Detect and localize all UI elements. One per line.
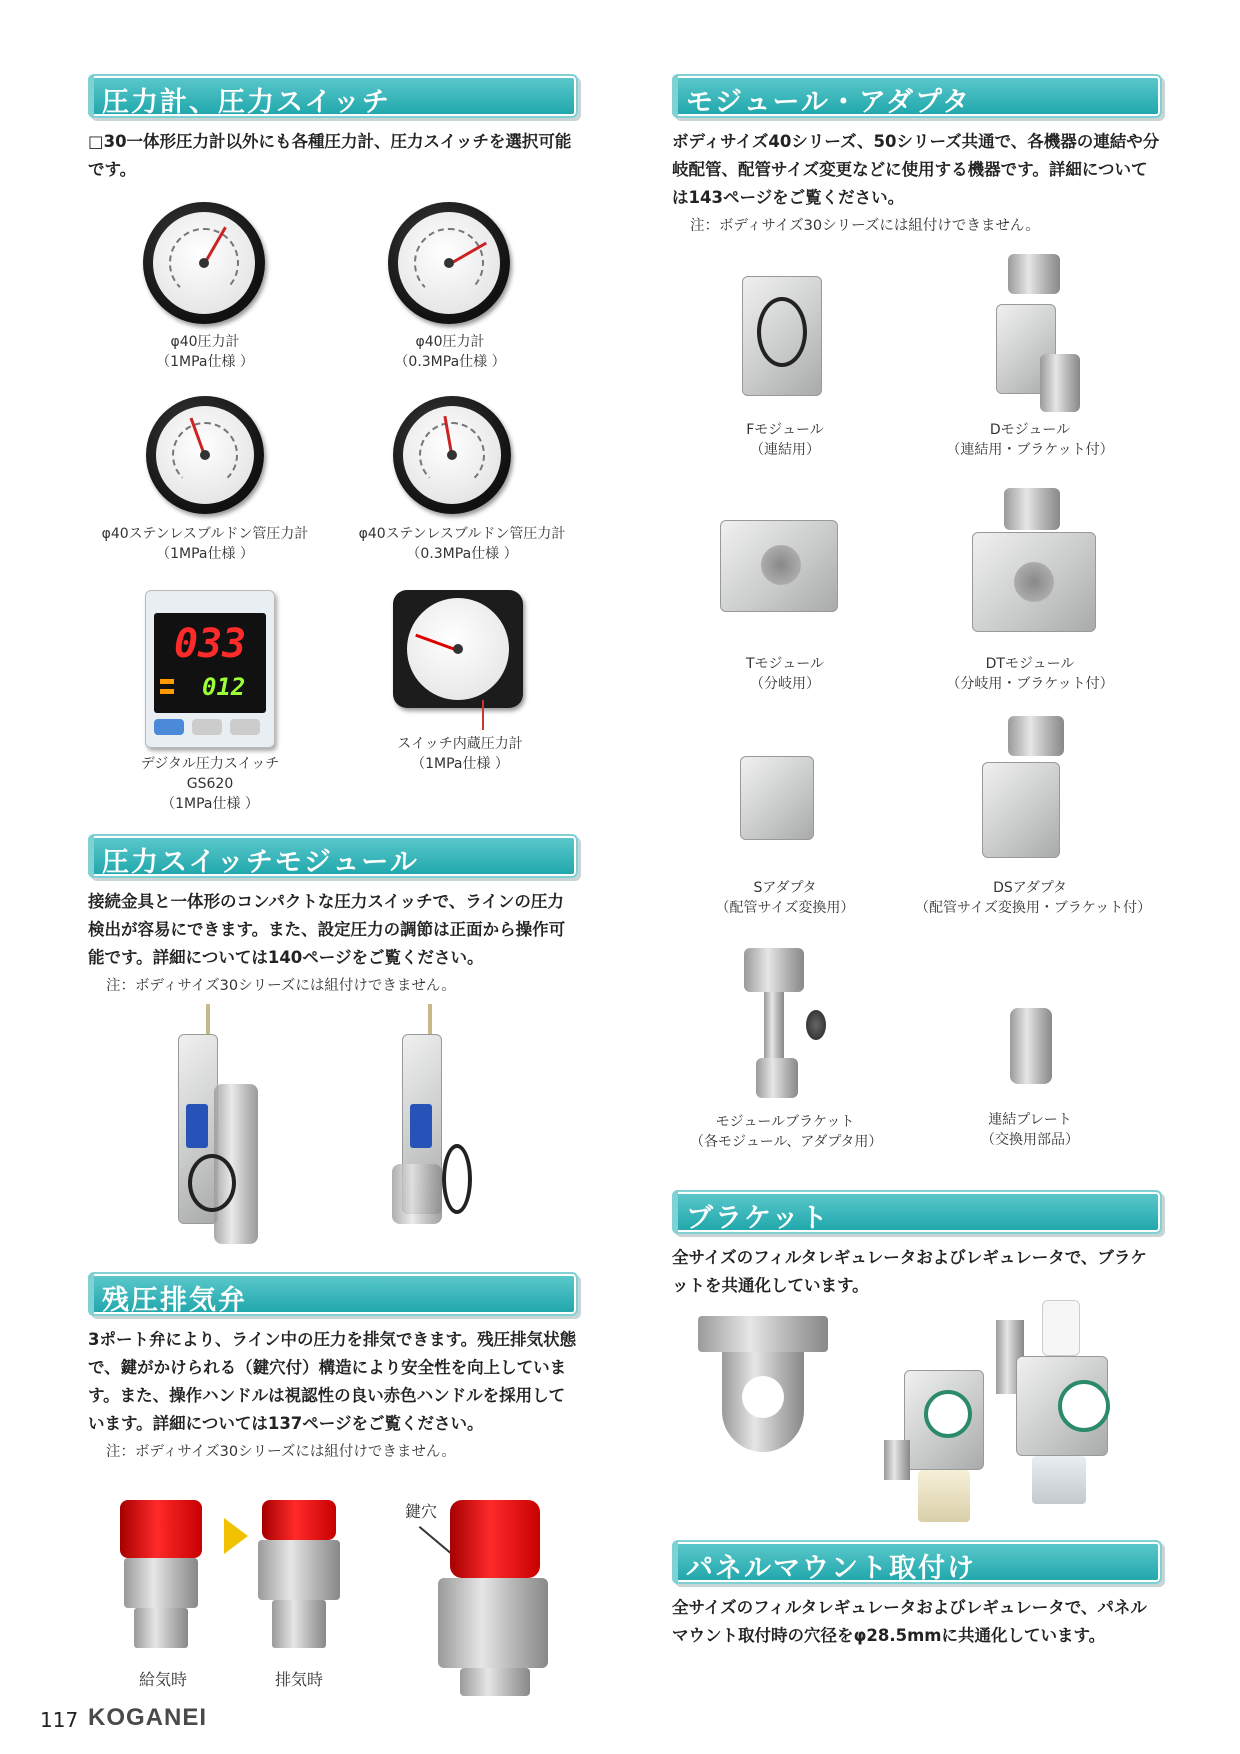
pressure-switch-module-image-1 [158,1004,274,1254]
filter-regulator-with-bracket-image [884,1370,1004,1522]
left-column [88,74,578,184]
pressure-gauge-description: □30一体形圧力計以外にも各種圧力計、圧力スイッチを選択可能です。 [88,132,572,179]
module-adapter-note: 注：ボディサイズ30シリーズには組付けできません。 [690,218,1040,234]
caption-d-module: Dモジュール （連結用・ブラケット付） [946,422,1114,458]
caption-module-bracket: モジュールブラケット （各モジュール、アダプタ用） [690,1114,883,1150]
caption-dt-module: DTモジュール （分岐用・ブラケット付） [946,656,1114,692]
gauge-cable [482,700,484,730]
brand-logo: KOGANEI [88,1704,208,1731]
residual-exhaust-note: 注：ボディサイズ30シリーズには組付けできません。 [106,1444,456,1460]
caption-gauge-3: φ40ステンレスブルドン管圧力計 （1MPa仕様 ） [101,526,309,562]
arrow-icon [224,1518,248,1554]
residual-exhaust-description: 3ポート弁により、ライン中の圧力を排気できます。残圧排気状態で、鍵がかけられる（鍵穴付）構造により安全性を向上しています。また、操作ハンドルは視認性の良い赤色ハンドルを採用しています。詳細については137ページをご覧ください。 [88,1330,577,1433]
module-bracket-image [744,948,830,1100]
section-header-pressure-switch-module: 圧力スイッチモジュール [88,834,578,878]
module-adapter-section [672,74,1162,235]
label-exhaust: 排気時 [274,1670,323,1689]
caption-gauge-2: φ40圧力計 （0.3MPa仕様 ） [394,334,506,370]
caption-connecting-plate: 連結プレート （交換用部品） [981,1112,1079,1148]
caption-f-module: Fモジュール （連結用） [746,422,824,458]
d-module-image [990,254,1082,412]
bracket-section [672,1190,1162,1300]
caption-gauge-4: φ40ステンレスブルドン管圧力計 （0.3MPa仕様 ） [358,526,566,562]
pressure-switch-module-image-2 [390,1004,490,1244]
regulator-with-bracket-image [996,1300,1120,1506]
label-supply: 給気時 [138,1670,187,1689]
caption-ds-adapter: DSアダプタ （配管サイズ変換用・ブラケット付） [915,880,1152,916]
connecting-plate-image [1010,1008,1052,1084]
pressure-switch-module-section [88,834,578,995]
s-adapter-image [740,756,814,840]
caption-s-adapter: Sアダプタ （配管サイズ変換用） [715,880,855,916]
exhaust-valve-supply-image [120,1500,202,1648]
gauge-40-1mpa-image [143,202,265,324]
label-keyhole: 鍵穴 [404,1502,437,1521]
caption-switch-gauge: スイッチ内蔵圧力計 （1MPa仕様 ） [397,736,523,772]
section-header-bracket: ブラケット [672,1190,1162,1234]
exhaust-valve-keyhole-image [430,1500,558,1700]
caption-t-module: Tモジュール （分岐用） [746,656,824,692]
switch-built-in-gauge-image [393,590,523,708]
ds-adapter-image [982,716,1072,870]
gauge-40-03mpa-image [388,202,510,324]
section-header-residual-exhaust: 残圧排気弁 [88,1272,578,1316]
exhaust-valve-exhaust-image [258,1500,340,1648]
pressure-switch-module-note: 注：ボディサイズ30シリーズには組付けできません。 [106,978,456,994]
page-number: 117 [40,1708,79,1732]
panel-mount-description: 全サイズのフィルタレギュレータおよびレギュレータで、パネルマウント取付時の穴径をφ28.5mmに共通化しています。 [672,1598,1147,1645]
bracket-description: 全サイズのフィルタレギュレータおよびレギュレータで、ブラケットを共通化しています。 [672,1248,1147,1295]
t-module-image [720,520,838,612]
module-adapter-description: ボディサイズ40シリーズ、50シリーズ共通で、各機器の連結や分岐配管、配管サイズ変更などに使用する機器です。詳細については143ページをご覧ください。 [672,132,1160,207]
digital-pressure-switch-image: 033 012 [145,590,275,748]
panel-mount-section [672,1540,1162,1650]
dt-module-image [972,488,1096,636]
caption-digital-switch: デジタル圧力スイッチ GS620 （1MPa仕様 ） [140,756,280,812]
caption-gauge-1: φ40圧力計 （1MPa仕様 ） [156,334,254,370]
stainless-gauge-03mpa-image [393,396,511,514]
section-header-pressure-gauge: 圧力計、圧力スイッチ [88,74,578,118]
section-header-panel-mount: パネルマウント取付け [672,1540,1162,1584]
residual-exhaust-section [88,1272,578,1461]
section-header-module-adapter: モジュール・アダプタ [672,74,1162,118]
f-module-image [742,276,822,396]
stainless-gauge-1mpa-image [146,396,264,514]
pressure-switch-module-description: 接続金具と一体形のコンパクトな圧力スイッチで、ラインの圧力検出が容易にできます。また、設定圧力の調節は正面から操作可能です。詳細については140ページをご覧ください。 [88,892,566,967]
bracket-image [698,1316,828,1466]
